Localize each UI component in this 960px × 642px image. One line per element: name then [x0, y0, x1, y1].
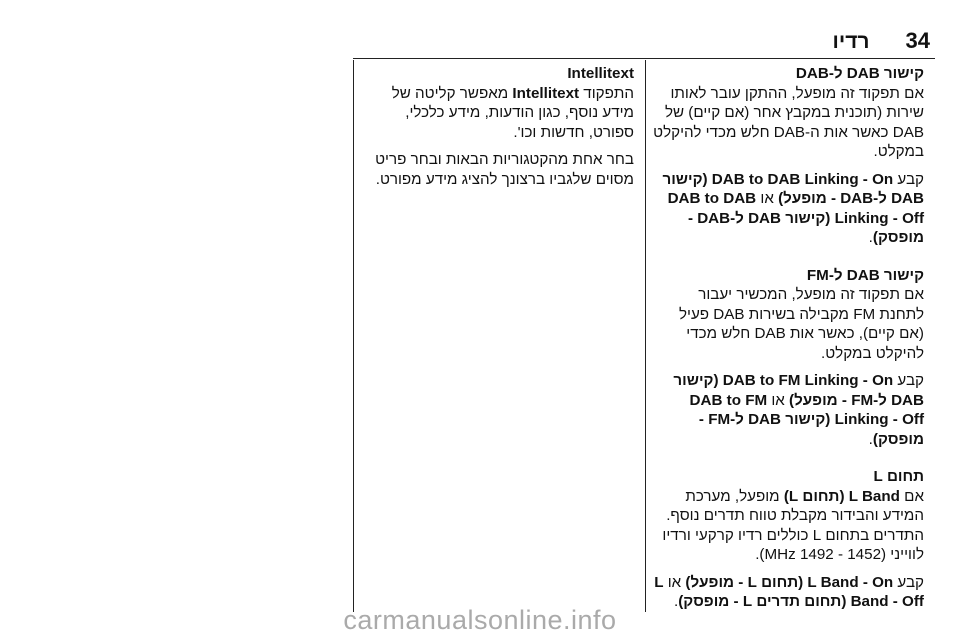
option-on-label: L Band - On (תחום L - מופעל)	[685, 573, 894, 591]
page-number: 34	[905, 28, 930, 53]
text-run: התפקוד	[579, 84, 634, 102]
column-divider-left	[353, 60, 354, 612]
right-column	[652, 64, 924, 612]
paragraph-l-band-desc	[652, 487, 924, 565]
section-title-l-band: תחום L	[873, 468, 924, 485]
column-divider-right	[645, 60, 646, 612]
section-title-dab-dab: קישור DAB ל-DAB	[795, 65, 924, 82]
paragraph-dab-dab-desc: אם תפקוד זה מופעל, ההתקן עובר לאותו שירות (תוכנית במקבץ אחר (אם קיים) של DAB כאשר אות ה-DAB חלש מכדי להיקלט במקלט.	[653, 84, 924, 160]
paragraph-dab-fm-setting	[652, 371, 924, 449]
text-run: קבע	[893, 170, 924, 188]
text-run: מופעל, מערכת המידע והבידור מקבלת טווח תדרים נוסף. התדרים בתחום L כוללים רדיו קרקעי ורדיו לווייני (1452 - 1492 MHz).	[662, 487, 924, 563]
text-run: קבע	[893, 372, 924, 389]
option-on-label: DAB to FM Linking - On (קישור DAB ל-FM - מופעל)	[673, 372, 924, 409]
header-rule	[353, 58, 935, 59]
option-off-label: DAB to FM Linking - Off (קישור DAB ל-FM - מופסק)	[689, 391, 924, 448]
middle-column	[360, 64, 634, 189]
option-off-label: DAB to DAB Linking - Off (קישור DAB ל-DAB - מופסק)	[667, 190, 924, 246]
l-band-label: L Band (תחום L)	[783, 487, 900, 505]
paragraph-intellitext-instruction: בחר אחת מהקטגוריות הבאות ובחר פריט מסוים שלגביו ברצונך להציג מידע מפורט.	[375, 151, 634, 188]
intellitext-label: Intellitext	[512, 84, 580, 102]
text-run: .	[673, 593, 679, 610]
text-run: .	[868, 229, 873, 246]
section-title-dab-fm: קישור DAB ל-FM	[806, 266, 924, 284]
text-run: קבע	[893, 573, 924, 591]
paragraph-dab-dab-setting	[652, 170, 924, 248]
text-run: מאפשר קליטה של מידע נוסף, כגון הודעות, מידע כלכלי, ספורט, חדשות וכו'.	[391, 84, 634, 141]
text-run: .	[868, 430, 873, 448]
option-on-label: DAB to DAB Linking - On (קישור DAB ל-DAB - מופעל)	[662, 170, 924, 207]
text-run: או	[663, 573, 686, 591]
section-title-intellitext: Intellitext	[567, 65, 634, 82]
paragraph-intellitext-desc	[360, 84, 634, 143]
text-run: או	[767, 391, 790, 409]
option-off-label: L Band - Off (תחום תדרים L - מופסק)	[654, 573, 924, 610]
watermark: carmanualsonline.info	[343, 605, 617, 635]
paragraph-dab-fm-desc: אם תפקוד זה מופעל, המכשיר יעבור לתחנת FM מקבילה בשירות DAB פעיל (אם קיים), כאשר אות DAB חלש מכדי להיקלט במקלט.	[678, 286, 924, 362]
text-run: אם	[899, 487, 924, 505]
chapter-title: רדיו	[832, 30, 870, 53]
page-header	[340, 28, 930, 54]
text-run: או	[756, 190, 779, 207]
